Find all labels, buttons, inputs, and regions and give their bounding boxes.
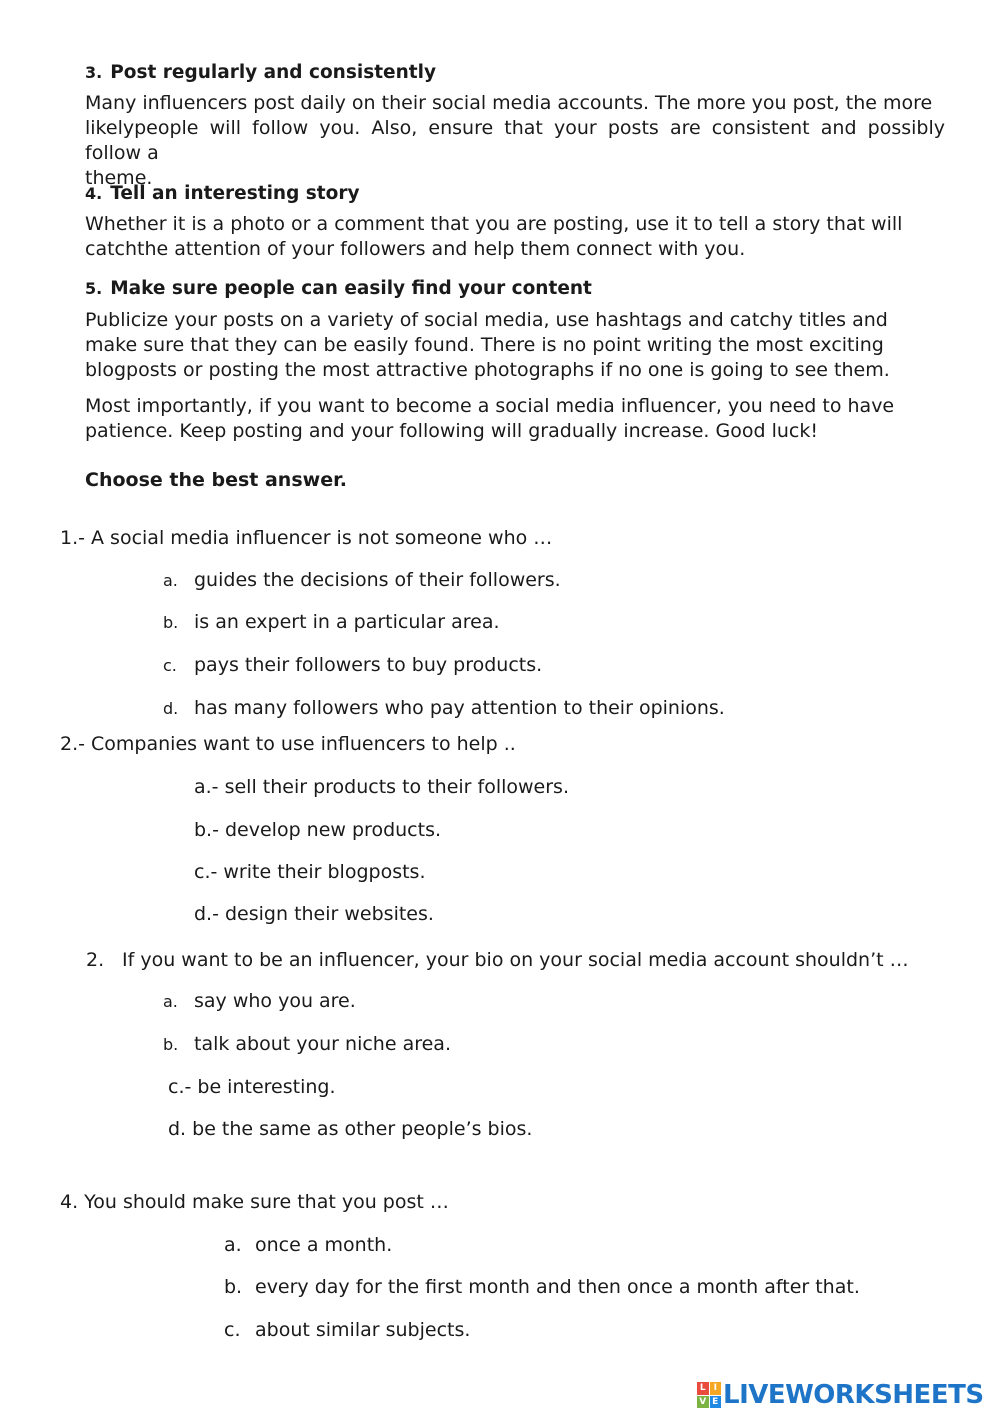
question-2-stem: 2.- Companies want to use influencers to help ..	[60, 733, 516, 755]
question-4-option-c[interactable]: c. about similar subjects.	[224, 1319, 471, 1341]
question-1-option-c[interactable]: c. pays their followers to buy products.	[163, 654, 543, 676]
question-3-stem: 2. If you want to be an influencer, your bio on your social media account shouldn’t …	[86, 949, 909, 971]
question-3-option-a[interactable]: a. say who you are.	[163, 990, 356, 1012]
question-3-option-b[interactable]: b. talk about your niche area.	[163, 1033, 451, 1055]
question-3-option-d[interactable]: d. be the same as other people’s bios.	[168, 1118, 533, 1140]
section-4-heading: 4. Tell an interesting story	[85, 183, 360, 204]
question-3-option-c[interactable]: c.- be interesting.	[168, 1076, 336, 1098]
question-1-option-a[interactable]: a. guides the decisions of their followers.	[163, 569, 561, 591]
question-2-option-b[interactable]: b.- develop new products.	[194, 819, 442, 841]
question-2-option-a[interactable]: a.- sell their products to their followers.	[194, 776, 569, 798]
section-3-paragraph: Many influencers post daily on their social media accounts. The more you post, the more likelypeople will follow you. Also, ensure that your posts are consistent and possibly follow a theme.	[85, 92, 945, 189]
instruction-heading: Choose the best answer.	[85, 469, 347, 491]
question-4-option-b[interactable]: b. every day for the first month and then once a month after that.	[224, 1276, 860, 1298]
closing-paragraph: Most importantly, if you want to become a social media influencer, you need to have patience. Keep posting and your following will gradually increase. Good luck!	[85, 395, 895, 442]
section-4-paragraph: Whether it is a photo or a comment that you are posting, use it to tell a story that will catchthe attention of your followers and help them connect with you.	[85, 213, 903, 260]
section-3-heading: 3. Post regularly and consistently	[85, 62, 437, 83]
question-1-option-b[interactable]: b. is an expert in a particular area.	[163, 611, 500, 633]
liveworksheets-logo[interactable]	[697, 1378, 984, 1412]
question-4-stem: 4. You should make sure that you post …	[60, 1191, 449, 1213]
section-5-heading: 5. Make sure people can easily find your content	[85, 278, 592, 299]
liveworksheets-logo-text: LIVEWORKSHEETS	[723, 1380, 984, 1410]
question-1-option-d[interactable]: d. has many followers who pay attention to their opinions.	[163, 697, 725, 719]
question-2-option-c[interactable]: c.- write their blogposts.	[194, 861, 426, 883]
question-1-stem: 1.- A social media influencer is not someone who …	[60, 527, 553, 549]
question-2-option-d[interactable]: d.- design their websites.	[194, 903, 434, 925]
question-4-option-a[interactable]: a. once a month.	[224, 1234, 393, 1256]
section-5-paragraph: Publicize your posts on a variety of social media, use hashtags and catchy titles and make sure that they can be easily found. There is no point writing the most exciting blogposts or posting the most attractive photographs if no one is going to see them.	[85, 309, 890, 381]
liveworksheets-logo-mark-icon: L I V E	[697, 1382, 721, 1408]
